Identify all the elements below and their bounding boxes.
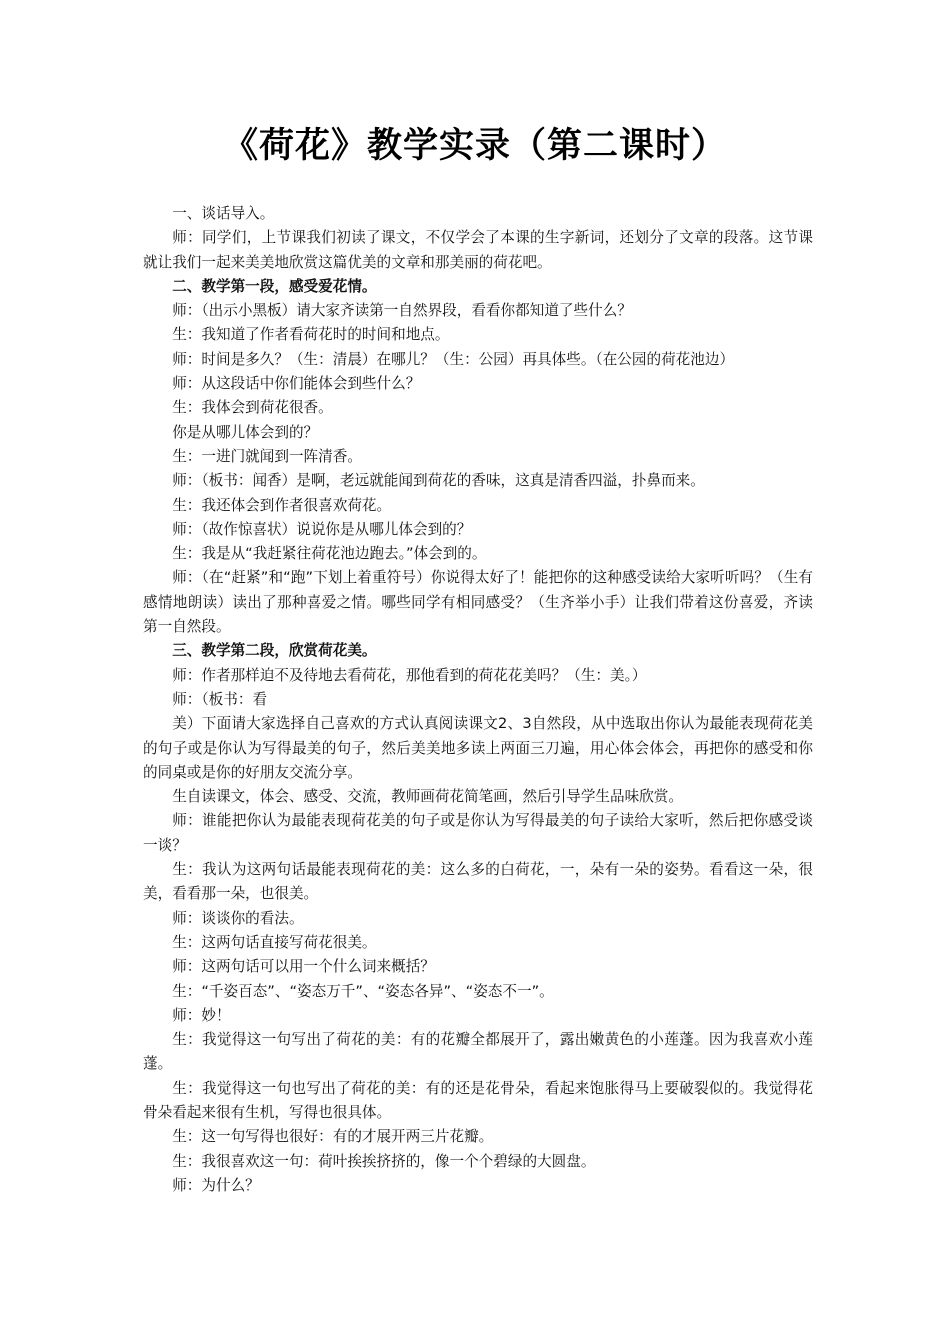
- paragraph: 你是从哪儿体会到的？: [172, 423, 319, 441]
- paragraph: 生自读课文，体会、感受、交流，教师画荷花简笔画，然后引导学生品味欣赏。: [172, 788, 683, 806]
- paragraph: 师：这两句话可以用一个什么词来概括？: [172, 958, 435, 976]
- paragraph: 生：我觉得这一句也写出了荷花的美：有的还是花骨朵，看起来饱胀得马上要破裂似的。我觉得花骨朵看起来很有生机，写得也很具体。: [143, 1079, 813, 1121]
- paragraph: 师：（在“赶紧”和“跑”下划上着重符号）你说得太好了！能把你的这种感受读给大家听听吗？（生有感情地朗读）读出了那种喜爱之情。哪些同学有相同感受？（生齐举小手）让我们带着这份喜爱，齐读第一自然段。: [143, 569, 813, 636]
- paragraph: 师：（故作惊喜状）说说你是从哪儿体会到的？: [172, 520, 472, 538]
- paragraph: 生：我还体会到作者很喜欢荷花。: [172, 496, 392, 514]
- paragraph: 师：同学们，上节课我们初读了课文，不仅学会了本课的生字新词，还划分了文章的段落。这节课就让我们一起来美美地欣赏这篇优美的文章和那美丽的荷花吧。: [143, 229, 813, 271]
- section-heading: 三、教学第二段，欣赏荷花美。: [172, 642, 377, 660]
- paragraph: 师：为什么？: [172, 1176, 260, 1194]
- paragraph: 师：谈谈你的看法。: [172, 909, 304, 927]
- paragraph: 师：（板书：看: [172, 690, 268, 708]
- paragraph: 生：我知道了作者看荷花时的时间和地点。: [172, 326, 450, 344]
- paragraph: 生：这两句话直接写荷花很美。: [172, 933, 377, 951]
- paragraph: 师：（出示小黑板）请大家齐读第一自然界段，看看你都知道了些什么？: [172, 302, 632, 320]
- paragraph: 美）下面请大家选择自己喜欢的方式认真阅读课文2、3自然段，从中选取出你认为最能表现荷花美的句子或是你认为写得最美的句子，然后美美地多读上两面三刀遍，用心体会体会，再把你的感受和你的同桌或是你的好朋友交流分享。: [143, 715, 813, 781]
- paragraph: 生：我是从“我赶紧往荷花池边跑去。”体会到的。: [172, 545, 487, 563]
- paragraph: 师：谁能把你认为最能表现荷花美的句子或是你认为写得最美的句子读给大家听，然后把你感受谈一谈？: [143, 812, 813, 854]
- paragraph: 生：我认为这两句话最能表现荷花的美：这么多的白荷花，一，朵有一朵的姿势。看看这一朵，很美，看看那一朵，也很美。: [143, 861, 813, 903]
- paragraph: 师：从这段话中你们能体会到些什么？: [172, 375, 421, 393]
- section-heading: 二、教学第一段，感受爱花情。: [172, 277, 377, 295]
- paragraph: 师：妙！: [172, 1006, 231, 1024]
- paragraph: 生：“千姿百态”、“姿态万千”、“姿态各异”、“姿态不一”。: [172, 982, 554, 1000]
- paragraph: 生：我觉得这一句写出了荷花的美：有的花瓣全都展开了，露出嫩黄色的小莲蓬。因为我喜欢小莲蓬。: [143, 1031, 813, 1073]
- document-title: 《荷花》教学实录（第二课时）: [222, 125, 727, 166]
- paragraph: 生：一进门就闻到一阵清香。: [172, 447, 362, 465]
- paragraph: 师：（板书：闻香）是啊，老远就能闻到荷花的香味，这真是清香四溢，扑鼻而来。: [172, 472, 705, 490]
- paragraph: 师：时间是多久？（生：清晨）在哪儿？（生：公园）再具体些。（在公园的荷花池边）: [172, 350, 735, 368]
- paragraph: 生：我很喜欢这一句：荷叶挨挨挤挤的，像一个个碧绿的大圆盘。: [172, 1152, 596, 1170]
- paragraph: 师：作者那样迫不及待地去看荷花，那他看到的荷花花美吗？（生：美。）: [172, 666, 647, 684]
- document-body: [143, 202, 813, 1198]
- paragraph: 一、谈话导入。: [172, 205, 275, 222]
- paragraph: 生：我体会到荷花很香。: [172, 399, 333, 417]
- paragraph: 生：这一句写得也很好：有的才展开两三片花瓣。: [172, 1128, 494, 1146]
